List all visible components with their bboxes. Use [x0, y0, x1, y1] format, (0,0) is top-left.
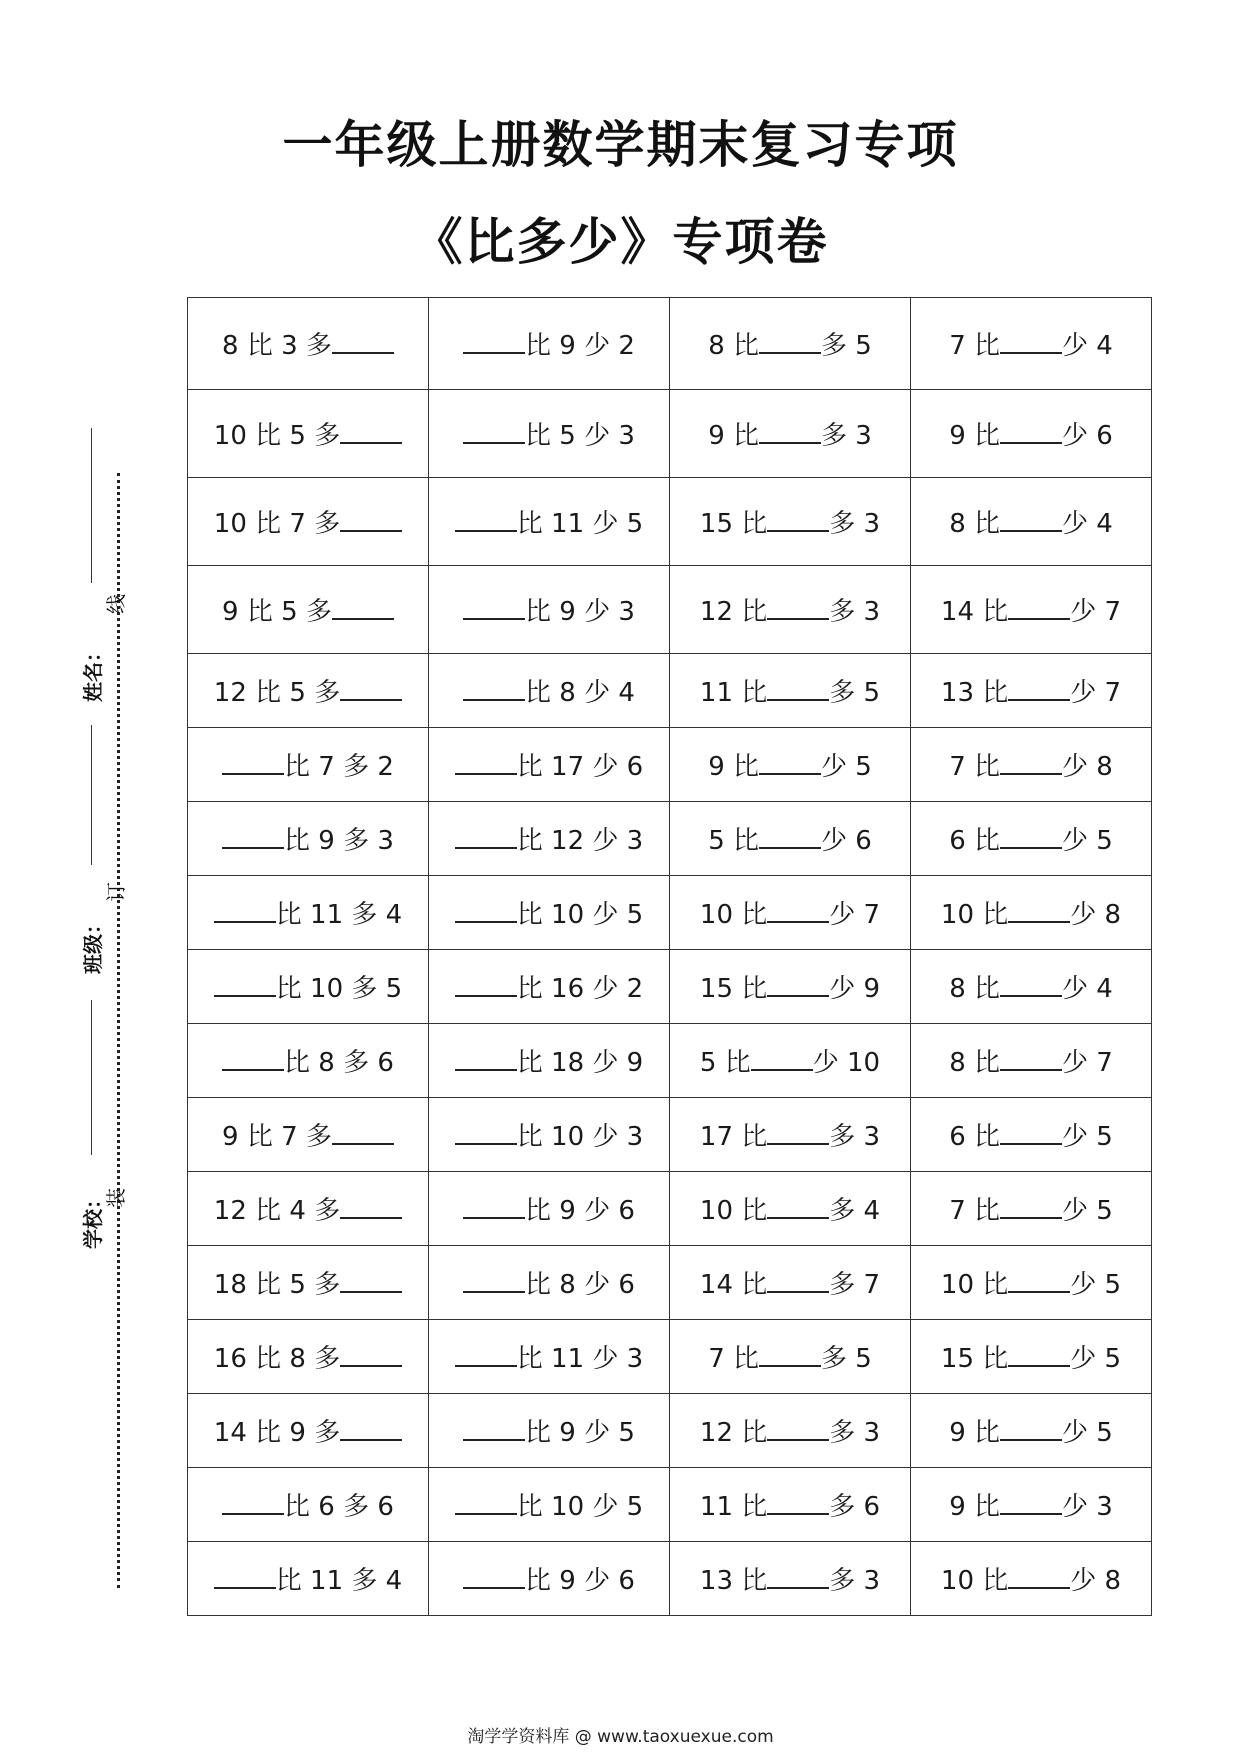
- bind-mark-xian: 线: [104, 594, 128, 614]
- answer-blank[interactable]: [767, 971, 829, 997]
- exercise-text: 比 9 少 6: [525, 1566, 635, 1596]
- exercise-text: 10 比: [940, 1566, 1009, 1596]
- table-row: [188, 566, 1152, 654]
- exercise-text: 5 比: [708, 826, 759, 856]
- answer-blank[interactable]: [1008, 1341, 1070, 1367]
- exercise-text: 少 5: [1062, 1196, 1113, 1226]
- answer-blank[interactable]: [214, 897, 276, 923]
- exercise-text: 比 9 多 3: [284, 826, 394, 856]
- exercise-cell: [188, 566, 429, 654]
- answer-blank[interactable]: [340, 1193, 402, 1219]
- answer-blank[interactable]: [767, 1267, 829, 1293]
- exercise-text: 多 3: [829, 1122, 881, 1152]
- exercise-text: 13 比: [940, 678, 1009, 708]
- exercise-cell: [429, 1542, 670, 1616]
- answer-blank[interactable]: [455, 971, 517, 997]
- answer-blank[interactable]: [1008, 1563, 1070, 1589]
- table-row: [188, 802, 1152, 876]
- exercise-text: 少 7: [1062, 1048, 1113, 1078]
- answer-blank[interactable]: [340, 675, 402, 701]
- exercise-text: 7 比: [949, 752, 1000, 782]
- exercise-text: 多 3: [821, 421, 872, 451]
- exercise-text: 比 18 少 9: [516, 1048, 644, 1078]
- answer-blank[interactable]: [214, 1563, 276, 1589]
- exercise-text: 15 比: [940, 1344, 1009, 1374]
- exercise-text: 14 比 9 多: [213, 1418, 341, 1448]
- exercise-text: 7 比: [949, 1196, 1000, 1226]
- exercise-cell: [429, 876, 670, 950]
- exercise-cell: [911, 1246, 1152, 1320]
- exercise-text: 8 比: [949, 509, 1000, 539]
- exercise-text: 5 比: [699, 1048, 751, 1078]
- exercise-cell: [670, 654, 911, 728]
- answer-blank[interactable]: [1000, 506, 1062, 532]
- table-row: [188, 478, 1152, 566]
- exercise-cell: [429, 1394, 670, 1468]
- exercise-text: 9 比 7 多: [222, 1122, 332, 1152]
- exercise-cell: [670, 1542, 911, 1616]
- answer-blank[interactable]: [1000, 418, 1062, 444]
- exercise-cell: [188, 654, 429, 728]
- answer-blank[interactable]: [222, 749, 284, 775]
- exercise-text: 15 比: [699, 974, 768, 1004]
- exercise-text: 少 6: [1062, 421, 1113, 451]
- exercise-cell: [188, 1394, 429, 1468]
- exercise-text: 6 比: [949, 1122, 1000, 1152]
- answer-blank[interactable]: [332, 328, 394, 354]
- exercise-text: 比 5 少 3: [525, 421, 635, 451]
- exercise-cell: [429, 1098, 670, 1172]
- exercise-cell: [670, 1024, 911, 1098]
- table-row: [188, 1024, 1152, 1098]
- exercise-text: 多 5: [821, 1344, 872, 1374]
- exercise-text: 少 4: [1062, 331, 1113, 361]
- answer-blank[interactable]: [340, 1267, 402, 1293]
- exercise-text: 14 比: [699, 1270, 768, 1300]
- exercise-cell: [670, 1098, 911, 1172]
- exercise-cell: [429, 478, 670, 566]
- class-label: 班级：: [81, 914, 105, 974]
- exercise-cell: [670, 728, 911, 802]
- exercise-text: 比 7 多 2: [284, 752, 394, 782]
- answer-blank[interactable]: [463, 1267, 525, 1293]
- page-title: 一年级上册数学期末复习专项: [282, 116, 959, 174]
- exercise-text: 11 比: [699, 678, 768, 708]
- exercise-text: 少 8: [1070, 900, 1122, 930]
- answer-blank[interactable]: [340, 506, 402, 532]
- exercise-text: 少 5: [1062, 1418, 1113, 1448]
- exercise-cell: [911, 390, 1152, 478]
- answer-blank[interactable]: [751, 1045, 813, 1071]
- exercise-text: 16 比 8 多: [213, 1344, 341, 1374]
- exercise-cell: [429, 654, 670, 728]
- exercise-cell: [670, 802, 911, 876]
- answer-blank[interactable]: [340, 418, 402, 444]
- answer-blank[interactable]: [759, 1341, 821, 1367]
- exercise-text: 7 比: [949, 331, 1000, 361]
- exercise-text: 12 比: [699, 597, 768, 627]
- answer-blank[interactable]: [1008, 594, 1070, 620]
- exercise-cell: [188, 728, 429, 802]
- exercise-text: 12 比 4 多: [213, 1196, 341, 1226]
- answer-blank[interactable]: [455, 823, 517, 849]
- exercise-cell: [188, 1542, 429, 1616]
- answer-blank[interactable]: [1008, 1267, 1070, 1293]
- exercise-cell: [429, 1320, 670, 1394]
- exercise-cell: [911, 1394, 1152, 1468]
- exercise-text: 9 比: [949, 1492, 1000, 1522]
- exercise-cell: [429, 390, 670, 478]
- exercise-text: 12 比 5 多: [213, 678, 341, 708]
- exercise-text: 10 比 5 多: [213, 421, 341, 451]
- exercise-cell: [188, 1246, 429, 1320]
- exercise-cell: [670, 566, 911, 654]
- exercise-cell: [911, 802, 1152, 876]
- answer-blank[interactable]: [340, 1341, 402, 1367]
- exercise-cell: [188, 950, 429, 1024]
- exercise-text: 少 7: [829, 900, 881, 930]
- exercise-text: 8 比: [949, 1048, 1000, 1078]
- exercise-text: 比 10 少 3: [516, 1122, 644, 1152]
- table-row: [188, 390, 1152, 478]
- exercise-text: 比 16 少 2: [516, 974, 644, 1004]
- answer-blank[interactable]: [1000, 1489, 1062, 1515]
- exercise-cell: [911, 876, 1152, 950]
- exercise-text: 比 12 少 3: [516, 826, 644, 856]
- exercise-cell: [911, 950, 1152, 1024]
- answer-blank[interactable]: [1000, 1119, 1062, 1145]
- answer-blank[interactable]: [767, 1193, 829, 1219]
- answer-blank[interactable]: [463, 1415, 525, 1441]
- exercise-cell: [188, 1024, 429, 1098]
- exercise-text: 少 4: [1062, 509, 1113, 539]
- exercise-cell: [429, 950, 670, 1024]
- answer-blank[interactable]: [1000, 1045, 1062, 1071]
- answer-blank[interactable]: [455, 1341, 517, 1367]
- answer-blank[interactable]: [1000, 1193, 1062, 1219]
- exercise-text: 比 17 少 6: [516, 752, 644, 782]
- exercise-text: 10 比: [699, 1196, 768, 1226]
- exercise-text: 比 10 多 5: [275, 974, 403, 1004]
- exercise-cell: [911, 728, 1152, 802]
- exercise-text: 14 比: [940, 597, 1009, 627]
- exercise-cell: [911, 1172, 1152, 1246]
- exercise-cell: [429, 728, 670, 802]
- answer-blank[interactable]: [759, 823, 821, 849]
- answer-blank[interactable]: [767, 1119, 829, 1145]
- answer-blank[interactable]: [222, 1045, 284, 1071]
- exercise-text: 9 比: [708, 421, 759, 451]
- exercise-text: 比 11 多 4: [275, 900, 403, 930]
- exercise-text: 9 比: [949, 1418, 1000, 1448]
- exercise-text: 多 3: [829, 1418, 881, 1448]
- exercise-text: 比 11 少 3: [516, 1344, 644, 1374]
- exercise-cell: [911, 654, 1152, 728]
- exercise-cell: [670, 876, 911, 950]
- exercise-text: 比 9 少 6: [525, 1196, 635, 1226]
- exercise-cell: [911, 566, 1152, 654]
- answer-blank[interactable]: [1008, 675, 1070, 701]
- answer-blank[interactable]: [759, 749, 821, 775]
- exercise-text: 8 比 3 多: [222, 331, 332, 361]
- answer-blank[interactable]: [340, 1415, 402, 1441]
- exercise-text: 少 8: [1062, 752, 1113, 782]
- binding-dotted-line: [117, 473, 120, 1588]
- exercise-cell: [911, 1468, 1152, 1542]
- exercise-text: 多 3: [829, 1566, 881, 1596]
- answer-blank[interactable]: [767, 1415, 829, 1441]
- answer-blank[interactable]: [767, 506, 829, 532]
- exercise-cell: [670, 1320, 911, 1394]
- answer-blank[interactable]: [759, 418, 821, 444]
- answer-blank[interactable]: [767, 675, 829, 701]
- table-row: [188, 1172, 1152, 1246]
- exercise-text: 少 8: [1070, 1566, 1122, 1596]
- exercise-cell: [429, 566, 670, 654]
- answer-blank[interactable]: [1008, 897, 1070, 923]
- bind-mark-ding: 订: [104, 882, 128, 902]
- exercise-text: 10 比: [940, 900, 1009, 930]
- school-label: 学校：: [81, 1189, 105, 1249]
- exercise-cell: [670, 1468, 911, 1542]
- exercise-text: 比 11 多 4: [275, 1566, 403, 1596]
- answer-blank[interactable]: [767, 1489, 829, 1515]
- table-row: [188, 1468, 1152, 1542]
- exercise-text: 8 比: [708, 331, 759, 361]
- answer-blank[interactable]: [759, 328, 821, 354]
- exercise-cell: [188, 390, 429, 478]
- exercise-text: 13 比: [699, 1566, 768, 1596]
- exercise-cell: [429, 1468, 670, 1542]
- exercise-text: 多 5: [821, 331, 872, 361]
- exercise-cell: [188, 802, 429, 876]
- answer-blank[interactable]: [1000, 1415, 1062, 1441]
- table-row: [188, 654, 1152, 728]
- answer-blank[interactable]: [1000, 823, 1062, 849]
- exercise-cell: [911, 1098, 1152, 1172]
- exercise-text: 7 比: [708, 1344, 759, 1374]
- table-row: [188, 1098, 1152, 1172]
- answer-blank[interactable]: [214, 971, 276, 997]
- exercise-text: 少 5: [1070, 1270, 1122, 1300]
- exercise-cell: [670, 298, 911, 390]
- exercise-cell: [911, 478, 1152, 566]
- exercise-cell: [429, 1172, 670, 1246]
- exercise-cell: [670, 1172, 911, 1246]
- school-fill-line: [91, 1000, 92, 1155]
- class-fill-line: [91, 725, 92, 865]
- exercise-cell: [188, 478, 429, 566]
- exercise-text: 比 8 少 6: [525, 1270, 635, 1300]
- table-row: [188, 876, 1152, 950]
- exercise-text: 少 7: [1070, 597, 1122, 627]
- answer-blank[interactable]: [1000, 971, 1062, 997]
- exercise-cell: [188, 1098, 429, 1172]
- bind-mark-zhuang: 装: [104, 1188, 128, 1208]
- answer-blank[interactable]: [455, 1119, 517, 1145]
- exercise-text: 9 比: [949, 421, 1000, 451]
- exercise-text: 多 4: [829, 1196, 881, 1226]
- exercise-text: 11 比: [699, 1492, 768, 1522]
- table-row: [188, 298, 1152, 390]
- exercise-cell: [429, 1024, 670, 1098]
- exercise-text: 比 9 少 5: [525, 1418, 635, 1448]
- exercise-cell: [188, 1320, 429, 1394]
- exercise-text: 12 比: [699, 1418, 768, 1448]
- exercise-text: 10 比: [699, 900, 768, 930]
- exercise-text: 比 8 少 4: [525, 678, 635, 708]
- answer-blank[interactable]: [767, 594, 829, 620]
- name-label: 姓名：: [81, 642, 105, 702]
- answer-blank[interactable]: [767, 1563, 829, 1589]
- exercise-cell: [188, 1468, 429, 1542]
- table-row: [188, 1394, 1152, 1468]
- exercise-text: 9 比 5 多: [222, 597, 332, 627]
- table-row: [188, 1542, 1152, 1616]
- exercise-cell: [670, 390, 911, 478]
- answer-blank[interactable]: [332, 1119, 394, 1145]
- exercise-text: 15 比: [699, 509, 768, 539]
- exercise-text: 多 7: [829, 1270, 881, 1300]
- exercise-text: 多 6: [829, 1492, 881, 1522]
- exercise-text: 6 比: [949, 826, 1000, 856]
- exercise-text: 少 5: [1062, 1122, 1113, 1152]
- exercise-text: 多 3: [829, 597, 881, 627]
- exercise-text: 少 7: [1070, 678, 1122, 708]
- answer-blank[interactable]: [1000, 749, 1062, 775]
- exercise-cell: [429, 1246, 670, 1320]
- exercise-text: 少 6: [821, 826, 872, 856]
- exercise-text: 少 3: [1062, 1492, 1113, 1522]
- table-row: [188, 1320, 1152, 1394]
- exercise-cell: [911, 1024, 1152, 1098]
- exercise-text: 10 比 7 多: [213, 509, 341, 539]
- exercise-text: 18 比 5 多: [213, 1270, 341, 1300]
- answer-blank[interactable]: [455, 897, 517, 923]
- exercise-text: 多 5: [829, 678, 881, 708]
- answer-blank[interactable]: [767, 897, 829, 923]
- answer-blank[interactable]: [463, 1563, 525, 1589]
- exercise-text: 比 10 少 5: [516, 900, 644, 930]
- exercise-text: 比 11 少 5: [516, 509, 644, 539]
- answer-blank[interactable]: [463, 675, 525, 701]
- answer-blank[interactable]: [455, 1489, 517, 1515]
- exercise-cell: [911, 1320, 1152, 1394]
- footer-watermark: 淘学学资料库 @ www.taoxuexue.com: [467, 1727, 774, 1747]
- table-row: [188, 1246, 1152, 1320]
- page-subtitle: 《比多少》专项卷: [412, 213, 829, 271]
- answer-blank[interactable]: [455, 749, 517, 775]
- exercise-text: 比 6 多 6: [284, 1492, 394, 1522]
- exercise-text: 少 5: [1070, 1344, 1122, 1374]
- exercise-text: 少 9: [829, 974, 881, 1004]
- exercise-text: 比 8 多 6: [284, 1048, 394, 1078]
- exercise-cell: [670, 1246, 911, 1320]
- answer-blank[interactable]: [455, 1045, 517, 1071]
- exercise-text: 比 9 少 3: [525, 597, 635, 627]
- name-fill-line: [91, 428, 92, 583]
- exercise-table: [187, 297, 1152, 1616]
- exercise-cell: [188, 298, 429, 390]
- exercise-text: 少 5: [821, 752, 872, 782]
- exercise-text: 少 4: [1062, 974, 1113, 1004]
- exercise-text: 少 10: [812, 1048, 881, 1078]
- exercise-cell: [429, 802, 670, 876]
- table-row: [188, 728, 1152, 802]
- answer-blank[interactable]: [332, 594, 394, 620]
- answer-blank[interactable]: [222, 1489, 284, 1515]
- exercise-cell: [670, 1394, 911, 1468]
- exercise-text: 多 3: [829, 509, 881, 539]
- table-row: [188, 950, 1152, 1024]
- answer-blank[interactable]: [463, 1193, 525, 1219]
- exercise-cell: [188, 876, 429, 950]
- exercise-text: 比 9 少 2: [525, 331, 635, 361]
- exercise-cell: [188, 1172, 429, 1246]
- exercise-cell: [429, 298, 670, 390]
- answer-blank[interactable]: [455, 506, 517, 532]
- exercise-text: 8 比: [949, 974, 1000, 1004]
- exercise-cell: [670, 950, 911, 1024]
- answer-blank[interactable]: [222, 823, 284, 849]
- answer-blank[interactable]: [1000, 328, 1062, 354]
- answer-blank[interactable]: [463, 594, 525, 620]
- answer-blank[interactable]: [463, 328, 525, 354]
- exercise-cell: [911, 298, 1152, 390]
- exercise-text: 少 5: [1062, 826, 1113, 856]
- exercise-text: 9 比: [708, 752, 759, 782]
- exercise-cell: [911, 1542, 1152, 1616]
- answer-blank[interactable]: [463, 418, 525, 444]
- exercise-text: 比 10 少 5: [516, 1492, 644, 1522]
- exercise-text: 17 比: [699, 1122, 768, 1152]
- exercise-text: 10 比: [940, 1270, 1009, 1300]
- exercise-cell: [670, 478, 911, 566]
